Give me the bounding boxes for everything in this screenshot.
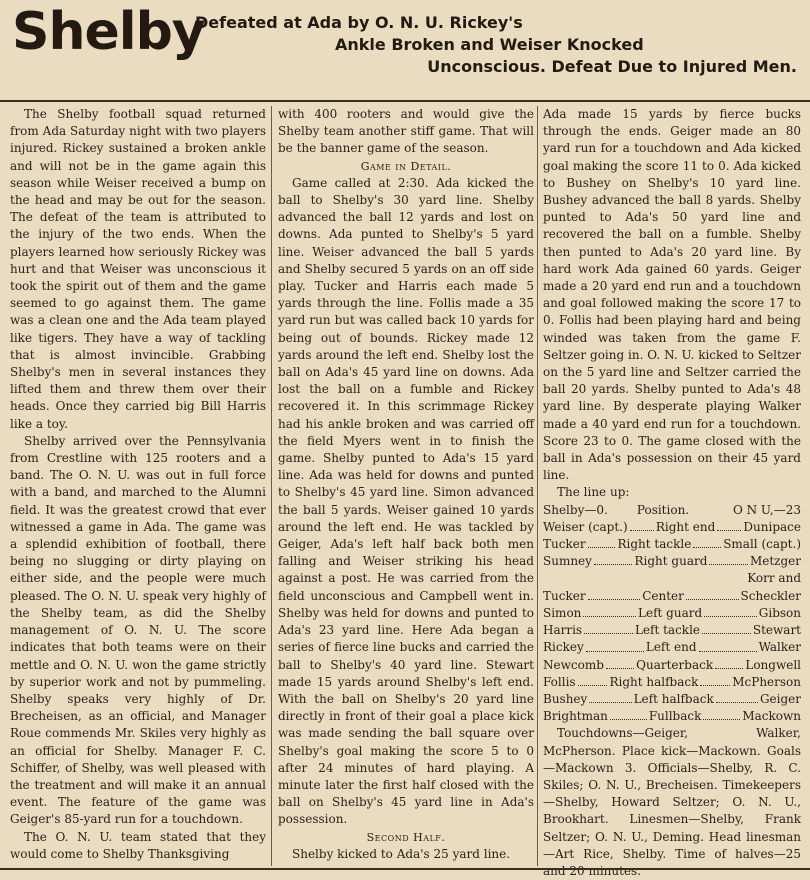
headline-line-3: Unconscious. Defeat Due to Injured Men.	[427, 57, 797, 76]
dot-leader	[588, 588, 641, 600]
lineup-position: Right guard	[634, 554, 708, 569]
lineup-row	[543, 691, 801, 708]
lineup-position: Left tackle	[634, 623, 701, 638]
dot-leader	[693, 536, 721, 548]
subheading-game-in-detail: Game in Detail.	[360, 159, 452, 173]
lineup-shelby-player: Rickey	[543, 640, 584, 655]
lineup-position: Right tackle	[617, 537, 692, 552]
lineup-position: Left halfback	[633, 691, 714, 706]
dot-leader	[586, 639, 644, 651]
lineup-shelby-player: Tucker	[543, 537, 586, 552]
dot-leader	[588, 536, 616, 548]
lineup-position: Right halfback	[609, 674, 699, 689]
dot-leader	[717, 519, 741, 531]
dot-leader	[610, 708, 647, 720]
dot-leader	[699, 639, 757, 651]
dot-leader	[709, 553, 748, 565]
headline-line-1: Defeated at Ada by O. N. U. Rickey's	[195, 13, 523, 32]
masthead-title: Shelby	[12, 2, 205, 62]
lineup-onu-player: Metzger	[749, 554, 801, 569]
dot-leader	[716, 691, 758, 703]
lineup-position: Center	[642, 588, 684, 603]
dot-leader	[589, 691, 631, 703]
lineup-shelby-player: Simon	[543, 605, 582, 620]
dot-leader	[594, 553, 633, 565]
lineup-position: Right end	[655, 519, 716, 534]
lineup-position: Quarterback	[636, 657, 714, 672]
lineup-header	[543, 502, 801, 519]
lineup-onu-player: McPherson	[732, 674, 802, 689]
game-summary: Touchdowns—Geiger, Walker, McPherson. Place kick—Mackown. Goals—Mackown 3. Officials—Shelby, R. C. Skiles; O. N. U., Brecheisen. Timekeepers—Shelby, Howard Seltzer; O. N. U., Brookhart. Linesmen—Shelby, Frank Seltzer; O. N. U., Deming. Head linesman—Art Rice, Shelby. Time of halves—25 and 20 minutes.	[543, 726, 801, 878]
lineup-onu-player: Gibson	[758, 605, 801, 620]
dot-leader	[702, 622, 751, 634]
lineup-continuation: Korr and	[747, 571, 801, 586]
lineup-onu-player: Longwell	[745, 657, 801, 672]
lineup-onu-player: Stewart	[752, 623, 802, 638]
lineup-row	[543, 639, 801, 656]
lineup-row	[543, 605, 801, 622]
lineup-table	[543, 502, 801, 726]
dot-leader	[715, 657, 743, 669]
lineup-position: Left guard	[638, 605, 703, 620]
column-2	[278, 106, 534, 866]
lineup-row	[543, 674, 801, 691]
lineup-header-onu: O N U,—23	[732, 502, 801, 517]
lineup-row	[543, 536, 801, 553]
dot-leader	[630, 519, 654, 531]
dot-leader	[578, 674, 608, 686]
lineup-onu-player: Small (capt.)	[723, 537, 802, 552]
header-rule	[0, 100, 810, 102]
column-3	[543, 106, 802, 878]
dot-leader	[583, 605, 636, 617]
paragraph: Game called at 2:30. Ada kicked the ball to Shelby's 30 yard line. Shelby advanced the ball 12 yards and lost on downs. Ada punted to Shelby's 5 yard line. Weiser advanced the ball 5 yards and Shelby secured 5 yards on an off side play. Tucker and Harris each made 5 yards through the line. Follis made a 35 yard run but was called back 10 yards for being out of bounds. Rickey made 12 yards around the left end. Shelby lost the ball on Ada's 45 yard line on downs. Ada lost the ball on a fumble and Rickey recovered it. In this scrimmage Rickey had his ankle broken and was carried off the field Myers went in to finish the game. Shelby punted to Ada's 15 yard line. Ada was held for downs and punted to Shelby's 45 yard line. Simon advanced the ball 5 yards. Weiser gained 10 yards around the left end. He was tackled by Geiger, Ada's left half back both men falling and Weiser striking his head against a post. He was carried from the field unconscious and Campbell went in. Shelby was held for downs and punted to Ada's 23 yard line. Here Ada began a series of fierce line bucks and carried the ball to Shelby's 40 yard line. Stewart made 15 yards around Shelby's left end. With the ball on Shelby's 20 yard line directly in front of their goal a place kick was made sending the ball square over Shelby's goal making the score 5 to 0 after 24 minutes of hard playing. A minute later the first half closed with the ball on Shelby's 45 yard line in Ada's possession.	[278, 175, 534, 827]
lineup-shelby-player: Sumney	[543, 554, 592, 569]
footer-rule	[0, 868, 810, 870]
lineup-intro: The line up:	[557, 485, 630, 500]
dot-leader	[704, 605, 757, 617]
lineup-header-shelby: Shelby—0.	[543, 502, 608, 517]
paragraph: Shelby kicked to Ada's 25 yard line.	[292, 846, 511, 861]
paragraph: The Shelby football squad returned from Ada Saturday night with two players injured. Rickey sustained a broken ankle and will not be in the game again this season while Weiser received a bump on the head and may be out for the season. The defeat of the team is attributed to the injury of the two ends. When the players learned how seriously Rickey was hurt and that Weiser was unconscious it took the spirit out of them and the game seemed to go against them. The game was a clean one and the Ada team played like tigers. They have a way of tackling that is almost invincible. Grabbing Shelby's men in several instances they lifted them and threw them over their heads. Once they carried big Bill Harris like a toy.	[10, 107, 266, 431]
paragraph: Shelby arrived over the Pennsylvania from Crestline with 125 rooters and a band. The O. N. U. was out in full force with a band, and marched to the Alumni field. It was the greatest crowd that ever witnessed a game in Ada. The game was a splendid exhibition of football, there being no slugging or dirty playing on either side, and the people were much pleased. The O. N. U. speak very highly of the Shelby team, as did the Shelby management of O. N. U. The score indicates that both teams were on their mettle and O. N. U. won the game strictly by superior work and not by pummeling. Shelby speaks very highly of Dr. Brecheisen, as an official, and Manager Roue commends Mr. Skiles very highly as an official for Shelby. Manager F. C. Schiffer, of Shelby, was well pleased with the treatment and will make it an annual event. The feature of the game was Geiger's 85-yard run for a touchdown.	[10, 433, 266, 827]
headline-line-2: Ankle Broken and Weiser Knocked	[335, 35, 644, 54]
column-1	[10, 106, 266, 866]
dot-leader	[606, 657, 634, 669]
lineup-row	[543, 622, 801, 639]
lineup-shelby-player: Weiser (capt.)	[543, 519, 628, 534]
lineup-shelby-player: Brightman	[543, 709, 608, 724]
lineup-shelby-player: Newcomb	[543, 657, 604, 672]
headline	[185, 12, 797, 78]
article-body	[0, 106, 810, 878]
lineup-onu-player: Dunipace	[743, 519, 801, 534]
paragraph: with 400 rooters and would give the Shelby team another stiff game. That will be the banner game of the season.	[278, 107, 534, 156]
paragraph: Ada made 15 yards by fierce bucks through the ends. Geiger made an 80 yard run for a touchdown and Ada kicked goal making the score 11 to 0. Ada kicked to Bushey on Shelby's 10 yard line. Bushey advanced the ball 8 yards. Shelby punted to Ada's 50 yard line and recovered the ball on a fumble. Shelby then punted to Ada's 20 yard line. By hard work Ada gained 60 yards. Geiger made a 20 yard end run and a touchdown and goal followed making the score 17 to 0. Follis had been playing hard and being winded was taken from the game F. Seltzer going in. O. N. U. kicked to Seltzer on the 5 yard line and Seltzer carried the ball 20 yards. Shelby punted to Ada's 48 yard line. By desperate playing Walker made a 40 yard end run for a touchdown. Score 23 to 0. The game closed with the ball in Ada's possession on their 45 yard line.	[543, 107, 801, 483]
lineup-shelby-player: Harris	[543, 623, 583, 638]
lineup-position: Left end	[645, 640, 697, 655]
lineup-position: Fullback	[648, 709, 702, 724]
lineup-row	[543, 588, 801, 605]
lineup-shelby-player: Bushey	[543, 691, 588, 706]
lineup-shelby-player: Tucker	[543, 588, 586, 603]
dot-leader	[584, 622, 633, 634]
paragraph: The O. N. U. team stated that they would come to Shelby Thanksgiving	[10, 829, 266, 861]
lineup-shelby-player: Follis	[543, 674, 576, 689]
lineup-onu-player: Mackown	[742, 709, 801, 724]
article-header	[0, 0, 810, 98]
dot-leader	[703, 708, 740, 720]
lineup-onu-player: Walker	[758, 640, 802, 655]
lineup-row	[543, 553, 801, 570]
subheading-second-half: Second Half.	[366, 830, 446, 844]
dot-leader	[686, 588, 739, 600]
lineup-header-position: Position.	[636, 502, 690, 517]
lineup-onu-player: Geiger	[759, 691, 802, 706]
dot-leader	[700, 674, 730, 686]
lineup-onu-player: Scheckler	[740, 588, 801, 603]
lineup-row	[543, 657, 801, 674]
lineup-row	[543, 519, 801, 536]
lineup-row	[543, 708, 801, 725]
